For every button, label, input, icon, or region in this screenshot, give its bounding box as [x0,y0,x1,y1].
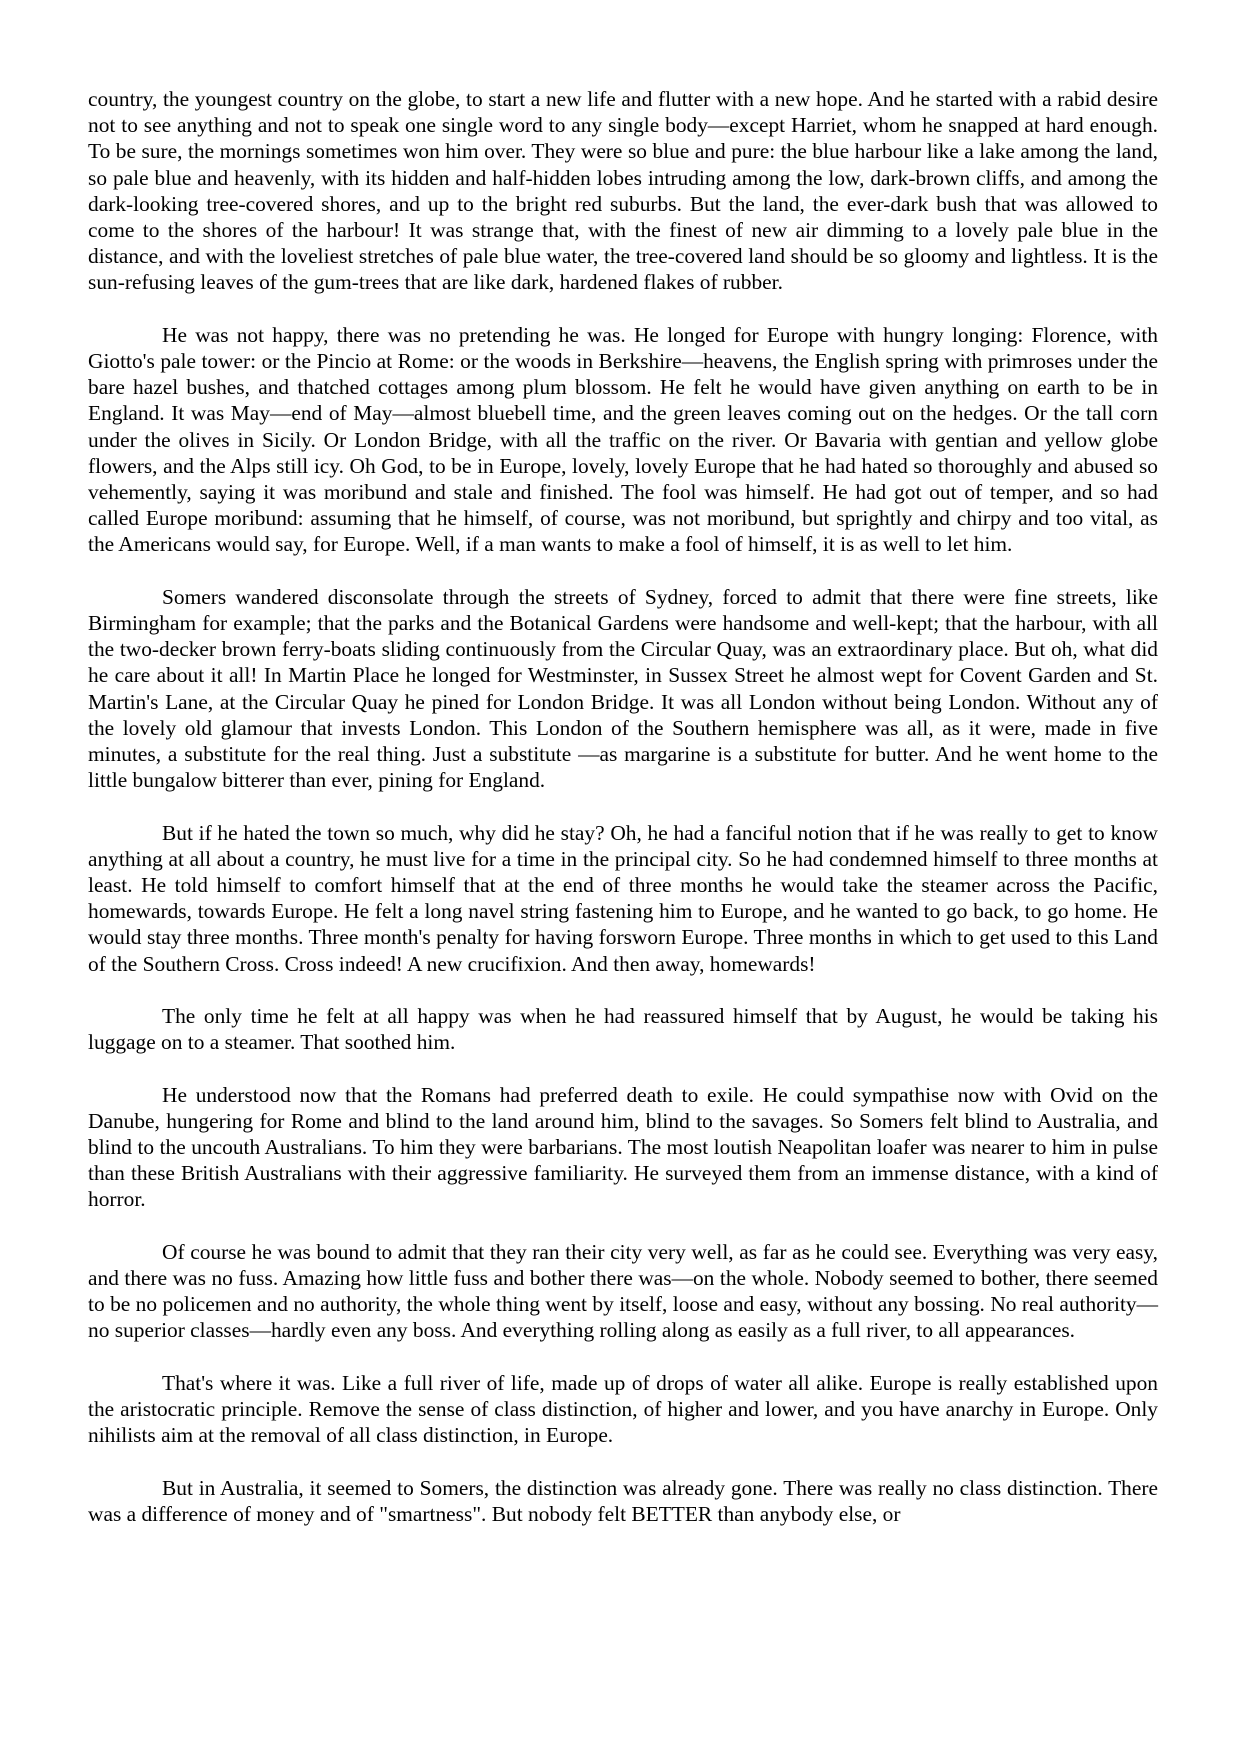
paragraph-1: country, the youngest country on the globe, to start a new life and flutter with a new hope. And he started with a rabid desire not to see anything and not to speak one single word to any single body—except Harriet, whom he snapped at hard enough. To be sure, the mornings sometimes won him over. They were so blue and pure: the blue harbour like a lake among the land, so pale blue and heavenly, with its hidden and half-hidden lobes intruding among the low, dark-brown cliffs, and among the dark-looking tree-covered shores, and up to the bright red suburbs. But the land, the ever-dark bush that was allowed to come to the shores of the harbour! It was strange that, with the finest of new air dimming to a lovely pale blue in the distance, and with the loveliest stretches of pale blue water, the tree-covered land should be so gloomy and lightless. It is the sun-refusing leaves of the gum-trees that are like dark, hardened flakes of rubber. [88,87,1158,295]
paragraph-7: Of course he was bound to admit that they ran their city very well, as far as he could see. Everything was very easy, and there was no fuss. Amazing how little fuss and bother there was—on the whole. Nobody seemed to bother, there seemed to be no policemen and no authority, the whole thing went by itself, loose and easy, without any bossing. No real authority—no superior classes—hardly even any boss. And everything rolling along as easily as a full river, to all appearances. [88,1239,1158,1343]
paragraph-2: He was not happy, there was no pretending he was. He longed for Europe with hungry longing: Florence, with Giotto's pale tower: or the Pincio at Rome: or the woods in Berkshire—heavens, the English spring with primroses under the bare hazel bushes, and thatched cottages among plum blossom. He felt he would have given anything on earth to be in England. It was May—end of May—almost bluebell time, and the green leaves coming out on the hedges. Or the tall corn under the olives in Sicily. Or London Bridge, with all the traffic on the river. Or Bavaria with gentian and yellow globe flowers, and the Alps still icy. Oh God, to be in Europe, lovely, lovely Europe that he had hated so thoroughly and abused so vehemently, saying it was moribund and stale and finished. The fool was himself. He had got out of temper, and so had called Europe moribund: assuming that he himself, of course, was not moribund, but sprightly and chirpy and too vital, as the Americans would say, for Europe. Well, if a man wants to make a fool of himself, it is as well to let him. [88,322,1158,557]
paragraph-8: That's where it was. Like a full river of life, made up of drops of water all alike. Europe is really established upon the aristocratic principle. Remove the sense of class distinction, of higher and lower, and you have anarchy in Europe. Only nihilists aim at the removal of all class distinction, in Europe. [88,1370,1158,1448]
paragraph-6: He understood now that the Romans had preferred death to exile. He could sympathise now with Ovid on the Danube, hungering for Rome and blind to the land around him, blind to the savages. So Somers felt blind to Australia, and blind to the uncouth Australians. To him they were barbarians. The most loutish Neapolitan loafer was nearer to him in pulse than these British Australians with their aggressive familiarity. He surveyed them from an immense distance, with a kind of horror. [88,1082,1158,1212]
paragraph-5: The only time he felt at all happy was when he had reassured himself that by August, he would be taking his luggage on to a steamer. That soothed him. [88,1004,1158,1055]
document-page [88,86,1158,1553]
paragraph-9: But in Australia, it seemed to Somers, the distinction was already gone. There was really no class distinction. There was a difference of money and of "smartness". But nobody felt BETTER than anybody else, or [88,1475,1158,1526]
paragraph-3: Somers wandered disconsolate through the streets of Sydney, forced to admit that there were fine streets, like Birmingham for example; that the parks and the Botanical Gardens were handsome and well-kept; that the harbour, with all the two-decker brown ferry-boats sliding continuously from the Circular Quay, was an extraordinary place. But oh, what did he care about it all! In Martin Place he longed for Westminster, in Sussex Street he almost wept for Covent Garden and St. Martin's Lane, at the Circular Quay he pined for London Bridge. It was all London without being London. Without any of the lovely old glamour that invests London. This London of the Southern hemisphere was all, as it were, made in five minutes, a substitute for the real thing. Just a substitute —as margarine is a substitute for butter. And he went home to the little bungalow bitterer than ever, pining for England. [88,584,1158,793]
paragraph-4: But if he hated the town so much, why did he stay? Oh, he had a fanciful notion that if he was really to get to know anything at all about a country, he must live for a time in the principal city. So he had condemned himself to three months at least. He told himself to comfort himself that at the end of three months he would take the steamer across the Pacific, homewards, towards Europe. He felt a long navel string fastening him to Europe, and he wanted to go back, to go home. He would stay three months. Three month's penalty for having forsworn Europe. Three months in which to get used to this Land of the Southern Cross. Cross indeed! A new crucifixion. And then away, homewards! [88,820,1158,976]
